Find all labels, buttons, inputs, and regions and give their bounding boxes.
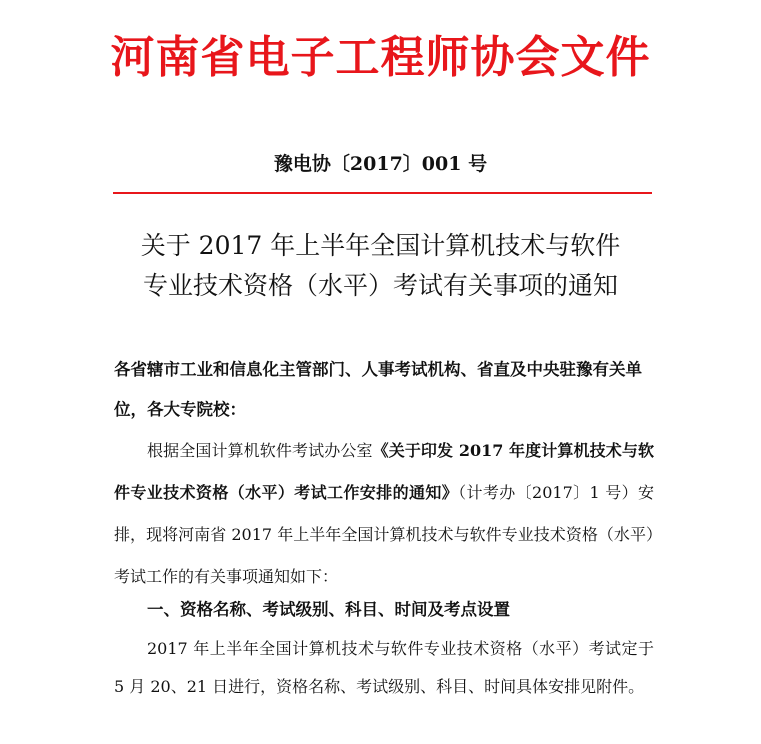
- document-number: 豫电协〔2017〕001 号: [273, 153, 488, 175]
- para1-prefix: 根据全国计算机软件考试办公室: [147, 441, 373, 460]
- body-paragraph-1: [114, 430, 654, 598]
- para1-suffix: （计考办〔2017〕1 号）安排，现将河南省 2017 年上半年全国计算机技术与软件专业技术资格（水平）考试工作的有关事项通知如下：: [114, 483, 654, 586]
- referenced-document-title: 《关于印发 2017 年度计算机技术与软件专业技术资格（水平）考试工作安排的通知》: [114, 441, 654, 502]
- body-paragraph-2: 2017 年上半年全国计算机技术与软件专业技术资格（水平）考试定于 5 月 20、21 日进行，资格名称、考试级别、科目、时间具体安排见附件。: [114, 639, 654, 696]
- notice-title-line-1: 关于 2017 年上半年全国计算机技术与软件: [140, 231, 621, 260]
- issuer-header-title: 河南省电子工程师协会文件: [110, 32, 651, 83]
- notice-title-line-2: 专业技术资格（水平）考试有关事项的通知: [142, 271, 618, 300]
- notice-title: [0, 226, 761, 306]
- section-heading-1: 一、资格名称、考试级别、科目、时间及考点设置: [147, 600, 510, 619]
- addressee-paragraph: 各省辖市工业和信息化主管部门、人事考试机构、省直及中央驻豫有关单位，各大专院校：: [114, 360, 642, 419]
- red-divider-line: [113, 192, 652, 194]
